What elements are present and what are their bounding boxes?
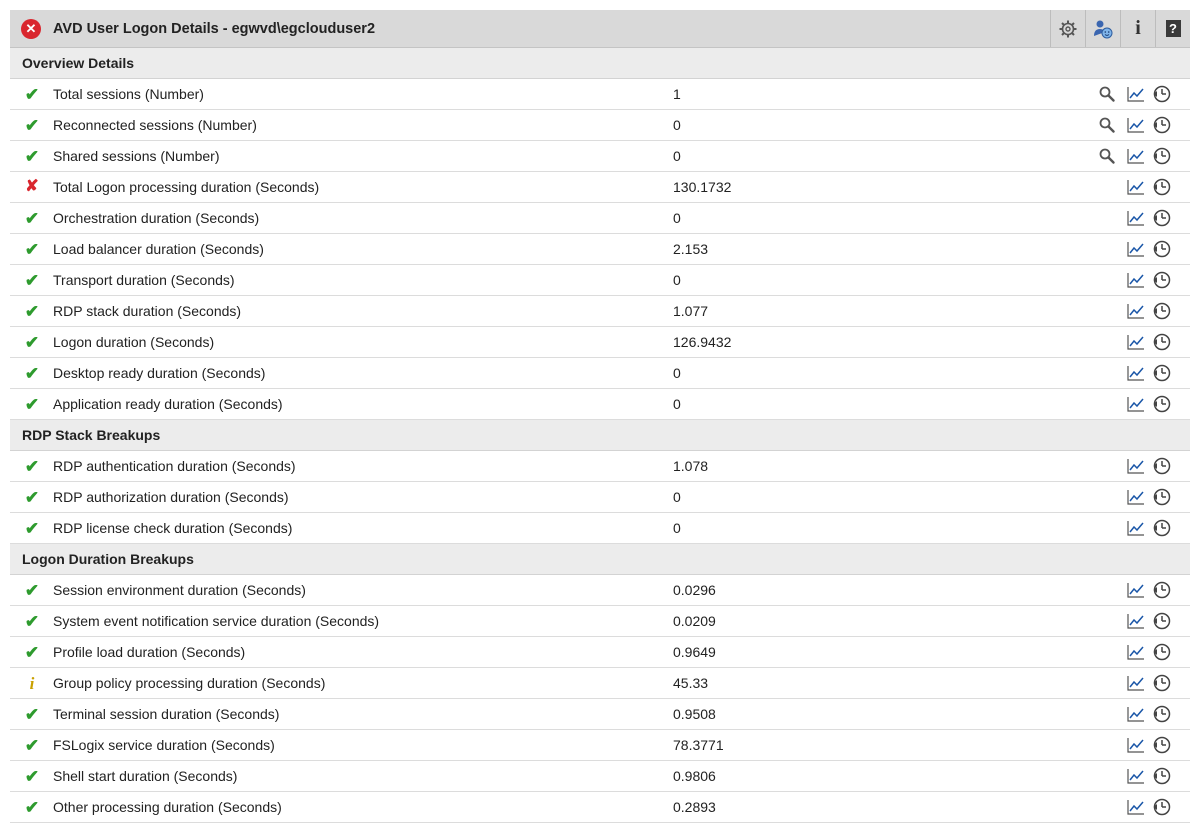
check-icon: ✔ [24,487,40,507]
metric-label: Total sessions (Number) [53,86,204,102]
history-icon[interactable] [1150,299,1174,323]
check-icon: ✔ [24,456,40,476]
history-icon[interactable] [1150,733,1174,757]
graph-icon[interactable] [1124,82,1148,106]
history-icon[interactable] [1150,330,1174,354]
metrics-list [10,48,1190,823]
user-icon [1092,18,1114,40]
check-icon: ✔ [24,642,40,662]
graph-icon[interactable] [1124,702,1148,726]
check-icon: ✔ [24,611,40,631]
metric-value: 126.9432 [673,334,732,350]
graph-icon[interactable] [1124,578,1148,602]
help-icon: ? [1166,20,1181,37]
metric-row [10,203,1190,234]
title-toolbar [1050,10,1190,47]
graph-icon[interactable] [1124,485,1148,509]
metric-value: 1 [673,86,681,102]
history-icon[interactable] [1150,113,1174,137]
info-icon: i [1135,17,1141,39]
metric-value: 0.9806 [673,768,716,784]
row-actions [1093,761,1174,791]
graph-icon[interactable] [1124,764,1148,788]
metric-row [10,730,1190,761]
check-icon: ✔ [24,301,40,321]
section-title: Logon Duration Breakups [22,551,194,567]
row-actions [1093,699,1174,729]
metric-row [10,637,1190,668]
metric-row [10,265,1190,296]
check-icon: ✔ [24,239,40,259]
graph-icon[interactable] [1124,206,1148,230]
detail-search-icon[interactable] [1095,113,1119,137]
metric-row [10,482,1190,513]
row-actions [1093,513,1174,543]
row-actions [1093,389,1174,419]
row-actions [1093,730,1174,760]
history-icon[interactable] [1150,268,1174,292]
detail-search-icon[interactable] [1095,82,1119,106]
metric-value: 0 [673,520,681,536]
metric-value: 0 [673,365,681,381]
metric-value: 130.1732 [673,179,732,195]
history-icon[interactable] [1150,454,1174,478]
row-actions [1093,792,1174,822]
metric-label: Total Logon processing duration (Seconds) [53,179,320,195]
metric-row [10,575,1190,606]
info-icon: i [29,673,35,693]
graph-icon[interactable] [1124,330,1148,354]
row-actions [1093,327,1174,357]
check-icon: ✔ [24,363,40,383]
metric-value: 0 [673,396,681,412]
metric-row [10,668,1190,699]
metric-row [10,296,1190,327]
row-actions [1093,110,1174,140]
metric-row [10,513,1190,544]
row-actions [1093,575,1174,605]
metric-label: Desktop ready duration (Seconds) [53,365,266,381]
metric-row [10,761,1190,792]
check-icon: ✔ [24,270,40,290]
row-actions [1093,296,1174,326]
metric-label: RDP stack duration (Seconds) [53,303,242,319]
check-icon: ✔ [24,208,40,228]
metric-row [10,234,1190,265]
history-icon[interactable] [1150,640,1174,664]
section-header [10,420,1190,451]
history-icon[interactable] [1150,671,1174,695]
metric-label: Profile load duration (Seconds) [53,644,246,660]
metric-value: 0 [673,272,681,288]
history-icon[interactable] [1150,144,1174,168]
row-actions [1093,265,1174,295]
graph-icon[interactable] [1124,454,1148,478]
logon-details-panel [10,10,1190,817]
check-icon: ✔ [24,518,40,538]
graph-icon[interactable] [1124,795,1148,819]
graph-icon[interactable] [1124,392,1148,416]
check-icon: ✔ [24,394,40,414]
metric-row [10,110,1190,141]
metric-label: Other processing duration (Seconds) [53,799,282,815]
graph-icon[interactable] [1124,144,1148,168]
panel-title: AVD User Logon Details - egwvd\egclouduser2 [53,20,376,37]
history-icon[interactable] [1150,82,1174,106]
graph-icon[interactable] [1124,299,1148,323]
row-actions [1093,203,1174,233]
metric-value: 0 [673,148,681,164]
metric-label: RDP license check duration (Seconds) [53,520,293,536]
check-icon: ✔ [24,766,40,786]
help-button[interactable] [1155,10,1190,47]
detail-search-icon[interactable] [1095,144,1119,168]
metric-value: 0 [673,210,681,226]
title-bar [10,10,1190,48]
metric-value: 1.078 [673,458,709,474]
error-circle-icon: ✕ [21,19,41,39]
info-button[interactable] [1120,10,1155,47]
row-actions [1093,141,1174,171]
check-icon: ✔ [24,580,40,600]
section-title: RDP Stack Breakups [22,427,161,443]
metric-label: Orchestration duration (Seconds) [53,210,260,226]
graph-icon[interactable] [1124,609,1148,633]
metric-label: Application ready duration (Seconds) [53,396,283,412]
graph-icon[interactable] [1124,640,1148,664]
metric-value: 45.33 [673,675,709,691]
history-icon[interactable] [1150,485,1174,509]
metric-label: FSLogix service duration (Seconds) [53,737,275,753]
check-icon: ✔ [24,332,40,352]
graph-icon[interactable] [1124,516,1148,540]
metric-row [10,141,1190,172]
metric-row [10,792,1190,823]
user-button[interactable] [1085,10,1120,47]
row-actions [1093,234,1174,264]
history-icon[interactable] [1150,764,1174,788]
metric-label: Transport duration (Seconds) [53,272,235,288]
graph-icon[interactable] [1124,175,1148,199]
section-header [10,48,1190,79]
metric-label: Session environment duration (Seconds) [53,582,306,598]
row-actions [1093,358,1174,388]
check-icon: ✔ [24,797,40,817]
metric-label: System event notification service duration (Seconds) [53,613,380,629]
metric-row [10,327,1190,358]
check-icon: ✔ [24,146,40,166]
row-actions [1093,451,1174,481]
history-icon[interactable] [1150,609,1174,633]
check-icon: ✔ [24,704,40,724]
check-icon: ✔ [24,115,40,135]
configure-button[interactable] [1050,10,1085,47]
metric-label: Group policy processing duration (Seconds) [53,675,326,691]
section-title: Overview Details [22,55,135,71]
metric-label: Terminal session duration (Seconds) [53,706,280,722]
graph-icon[interactable] [1124,733,1148,757]
row-actions [1093,482,1174,512]
graph-icon[interactable] [1124,361,1148,385]
metric-value: 0.9649 [673,644,716,660]
check-icon: ✔ [24,735,40,755]
graph-icon[interactable] [1124,671,1148,695]
metric-row [10,606,1190,637]
metric-value: 0.0296 [673,582,716,598]
metric-label: RDP authorization duration (Seconds) [53,489,289,505]
metric-label: Shared sessions (Number) [53,148,220,164]
metric-row [10,358,1190,389]
metric-row [10,699,1190,730]
metric-value: 78.3771 [673,737,724,753]
metric-value: 0.0209 [673,613,716,629]
metric-value: 2.153 [673,241,709,257]
history-icon[interactable] [1150,206,1174,230]
metric-row [10,451,1190,482]
configure-icon [1058,19,1078,39]
metric-value: 0 [673,117,681,133]
metric-label: Reconnected sessions (Number) [53,117,257,133]
metric-value: 0.2893 [673,799,716,815]
graph-icon[interactable] [1124,237,1148,261]
history-icon[interactable] [1150,392,1174,416]
row-actions [1093,668,1174,698]
metric-row [10,79,1190,110]
metric-value: 1.077 [673,303,709,319]
metric-label: Load balancer duration (Seconds) [53,241,264,257]
history-icon[interactable] [1150,516,1174,540]
metric-row [10,172,1190,203]
history-icon[interactable] [1150,578,1174,602]
history-icon[interactable] [1150,361,1174,385]
history-icon[interactable] [1150,702,1174,726]
metric-value: 0.9508 [673,706,716,722]
check-icon: ✔ [24,84,40,104]
history-icon[interactable] [1150,237,1174,261]
row-actions [1093,606,1174,636]
metric-row [10,389,1190,420]
metric-label: Logon duration (Seconds) [53,334,215,350]
metric-label: Shell start duration (Seconds) [53,768,238,784]
history-icon[interactable] [1150,795,1174,819]
row-actions [1093,172,1174,202]
graph-icon[interactable] [1124,113,1148,137]
graph-icon[interactable] [1124,268,1148,292]
row-actions [1093,637,1174,667]
metric-value: 0 [673,489,681,505]
metric-label: RDP authentication duration (Seconds) [53,458,296,474]
section-header [10,544,1190,575]
row-actions [1093,79,1174,109]
history-icon[interactable] [1150,175,1174,199]
error-cross-icon: ✘ [25,178,39,195]
